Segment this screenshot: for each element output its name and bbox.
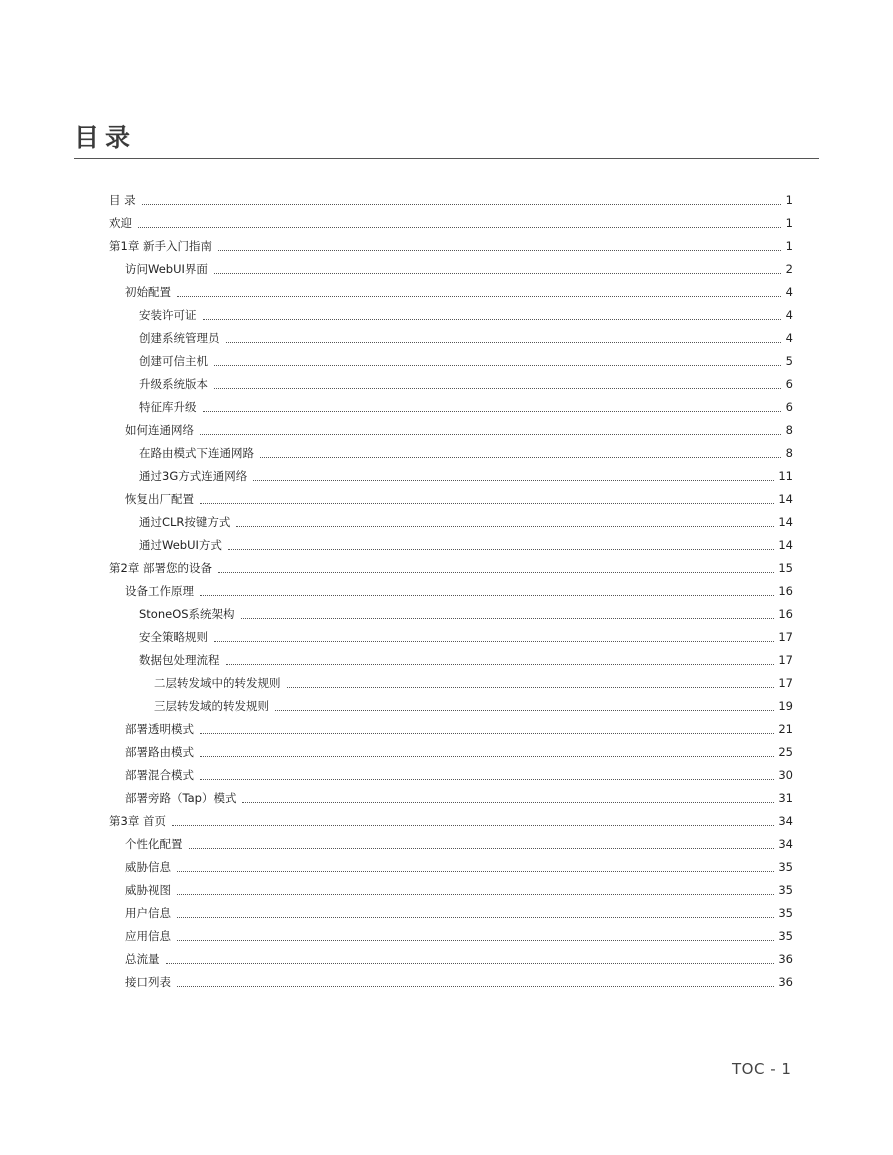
toc-entry-page-number[interactable]: 30 [778, 768, 793, 782]
toc-entry-page-number[interactable]: 17 [778, 630, 793, 644]
toc-entry[interactable] [109, 327, 793, 350]
toc-entry-label[interactable]: 恢复出厂配置 [125, 492, 194, 506]
dot-leader [236, 525, 774, 527]
dot-leader [241, 617, 775, 619]
dot-leader [189, 847, 775, 849]
toc-entry-label[interactable]: 通过3G方式连通网络 [139, 469, 248, 483]
toc-entry-label[interactable]: 设备工作原理 [125, 584, 194, 598]
dot-leader [218, 571, 774, 573]
toc-entry[interactable] [109, 212, 793, 235]
dot-leader [138, 226, 781, 228]
table-of-contents [109, 189, 793, 994]
dot-leader [218, 249, 781, 251]
toc-entry[interactable] [109, 672, 793, 695]
toc-entry-label[interactable]: 部署透明模式 [125, 722, 194, 736]
toc-entry-page-number[interactable]: 2 [785, 262, 793, 276]
toc-entry-page-number[interactable]: 4 [785, 331, 793, 345]
dot-leader [226, 663, 775, 665]
toc-entry-page-number[interactable]: 1 [785, 193, 793, 207]
toc-entry-page-number[interactable]: 36 [778, 952, 793, 966]
toc-entry-page-number[interactable]: 4 [785, 308, 793, 322]
dot-leader [287, 686, 775, 688]
toc-entry[interactable] [109, 879, 793, 902]
toc-entry-label[interactable]: 总流量 [125, 952, 160, 966]
toc-entry-page-number[interactable]: 35 [778, 883, 793, 897]
toc-entry-label[interactable]: 部署路由模式 [125, 745, 194, 759]
toc-entry-label[interactable]: 安全策略规则 [139, 630, 208, 644]
dot-leader [200, 433, 781, 435]
toc-entry-label[interactable]: 第2章 部署您的设备 [109, 561, 212, 575]
toc-entry[interactable] [109, 741, 793, 764]
toc-entry[interactable] [109, 833, 793, 856]
toc-entry-label[interactable]: 访问WebUI界面 [125, 262, 208, 276]
toc-entry-label[interactable]: 初始配置 [125, 285, 171, 299]
toc-entry-label[interactable]: 三层转发域的转发规则 [154, 699, 269, 713]
dot-leader [214, 387, 781, 389]
dot-leader [214, 640, 774, 642]
dot-leader [214, 364, 781, 366]
toc-entry-label[interactable]: 通过CLR按键方式 [139, 515, 231, 529]
toc-entry-page-number[interactable]: 17 [778, 653, 793, 667]
toc-entry-page-number[interactable]: 36 [778, 975, 793, 989]
dot-leader [177, 870, 774, 872]
toc-entry[interactable] [109, 695, 793, 718]
toc-entry[interactable] [109, 396, 793, 419]
dot-leader [200, 755, 774, 757]
toc-entry-page-number[interactable]: 31 [778, 791, 793, 805]
toc-entry[interactable] [109, 718, 793, 741]
page-title: 目录 [74, 123, 137, 152]
toc-entry[interactable] [109, 810, 793, 833]
dot-leader [177, 985, 774, 987]
dot-leader [214, 272, 781, 274]
toc-entry[interactable] [109, 649, 793, 672]
toc-entry[interactable] [109, 764, 793, 787]
toc-entry-page-number[interactable]: 16 [778, 584, 793, 598]
toc-entry[interactable] [109, 419, 793, 442]
title-divider [74, 158, 819, 159]
toc-entry[interactable] [109, 350, 793, 373]
toc-entry[interactable] [109, 902, 793, 925]
toc-entry[interactable] [109, 442, 793, 465]
toc-entry-page-number[interactable]: 6 [785, 377, 793, 391]
toc-entry-page-number[interactable]: 34 [778, 837, 793, 851]
toc-entry-page-number[interactable]: 1 [785, 216, 793, 230]
toc-entry[interactable] [109, 488, 793, 511]
dot-leader [177, 916, 774, 918]
toc-entry-label[interactable]: 个性化配置 [125, 837, 183, 851]
dot-leader [177, 295, 781, 297]
toc-entry-page-number[interactable]: 8 [785, 446, 793, 460]
toc-entry-label[interactable]: 部署混合模式 [125, 768, 194, 782]
toc-entry-label[interactable]: 通过WebUI方式 [139, 538, 222, 552]
toc-entry-page-number[interactable]: 19 [778, 699, 793, 713]
toc-entry-label[interactable]: StoneOS系统架构 [139, 607, 235, 621]
toc-entry-page-number[interactable]: 15 [778, 561, 793, 575]
toc-entry-label[interactable]: 接口列表 [125, 975, 171, 989]
toc-entry-page-number[interactable]: 8 [785, 423, 793, 437]
toc-entry-page-number[interactable]: 14 [778, 492, 793, 506]
dot-leader [172, 824, 774, 826]
dot-leader [200, 778, 774, 780]
dot-leader [203, 410, 782, 412]
toc-entry-label[interactable]: 第3章 首页 [109, 814, 166, 828]
toc-entry-label[interactable]: 目 录 [109, 193, 136, 207]
dot-leader [253, 479, 774, 481]
dot-leader [228, 548, 774, 550]
toc-entry-label[interactable]: 创建可信主机 [139, 354, 208, 368]
toc-entry-page-number[interactable]: 25 [778, 745, 793, 759]
dot-leader [200, 502, 774, 504]
toc-entry[interactable] [109, 856, 793, 879]
toc-entry-page-number[interactable]: 11 [778, 469, 793, 483]
toc-entry[interactable] [109, 787, 793, 810]
toc-entry[interactable] [109, 235, 793, 258]
toc-entry-page-number[interactable]: 5 [785, 354, 793, 368]
dot-leader [203, 318, 782, 320]
toc-entry-label[interactable]: 用户信息 [125, 906, 171, 920]
toc-entry-page-number[interactable]: 35 [778, 929, 793, 943]
dot-leader [242, 801, 774, 803]
toc-entry[interactable] [109, 948, 793, 971]
toc-entry-label[interactable]: 第1章 新手入门指南 [109, 239, 212, 253]
toc-entry[interactable] [109, 373, 793, 396]
toc-entry-label[interactable]: 部署旁路（Tap）模式 [125, 791, 237, 805]
toc-entry[interactable] [109, 511, 793, 534]
dot-leader [166, 962, 775, 964]
toc-entry-label[interactable]: 二层转发域中的转发规则 [154, 676, 281, 690]
toc-entry-label[interactable]: 应用信息 [125, 929, 171, 943]
toc-entry-label[interactable]: 创建系统管理员 [139, 331, 220, 345]
toc-entry-page-number[interactable]: 14 [778, 515, 793, 529]
toc-entry-page-number[interactable]: 17 [778, 676, 793, 690]
toc-entry-label[interactable]: 如何连通网络 [125, 423, 194, 437]
toc-entry[interactable] [109, 603, 793, 626]
toc-entry-page-number[interactable]: 6 [785, 400, 793, 414]
toc-entry-page-number[interactable]: 1 [785, 239, 793, 253]
toc-entry[interactable] [109, 304, 793, 327]
toc-entry-label[interactable]: 欢迎 [109, 216, 132, 230]
page-number-footer: TOC - 1 [732, 1060, 792, 1078]
dot-leader [275, 709, 774, 711]
toc-entry-label[interactable]: 威胁视图 [125, 883, 171, 897]
dot-leader [177, 939, 774, 941]
dot-leader [200, 594, 774, 596]
toc-entry-page-number[interactable]: 35 [778, 906, 793, 920]
toc-entry-page-number[interactable]: 16 [778, 607, 793, 621]
dot-leader [142, 203, 781, 205]
toc-entry-label[interactable]: 数据包处理流程 [139, 653, 220, 667]
toc-entry-page-number[interactable]: 4 [785, 285, 793, 299]
dot-leader [260, 456, 781, 458]
toc-entry-page-number[interactable]: 14 [778, 538, 793, 552]
toc-entry[interactable] [109, 465, 793, 488]
toc-entry-page-number[interactable]: 21 [778, 722, 793, 736]
toc-entry[interactable] [109, 189, 793, 212]
toc-entry-label[interactable]: 特征库升级 [139, 400, 197, 414]
dot-leader [226, 341, 782, 343]
toc-entry[interactable] [109, 626, 793, 649]
toc-entry-label[interactable]: 安装许可证 [139, 308, 197, 322]
toc-entry[interactable] [109, 281, 793, 304]
toc-entry[interactable] [109, 971, 793, 994]
dot-leader [177, 893, 774, 895]
toc-entry-label[interactable]: 升级系统版本 [139, 377, 208, 391]
toc-entry-page-number[interactable]: 35 [778, 860, 793, 874]
toc-entry[interactable] [109, 534, 793, 557]
dot-leader [200, 732, 774, 734]
toc-entry-page-number[interactable]: 34 [778, 814, 793, 828]
toc-entry[interactable] [109, 557, 793, 580]
toc-entry[interactable] [109, 925, 793, 948]
toc-entry[interactable] [109, 258, 793, 281]
toc-entry-label[interactable]: 在路由模式下连通网路 [139, 446, 254, 460]
toc-entry-label[interactable]: 威胁信息 [125, 860, 171, 874]
toc-entry[interactable] [109, 580, 793, 603]
